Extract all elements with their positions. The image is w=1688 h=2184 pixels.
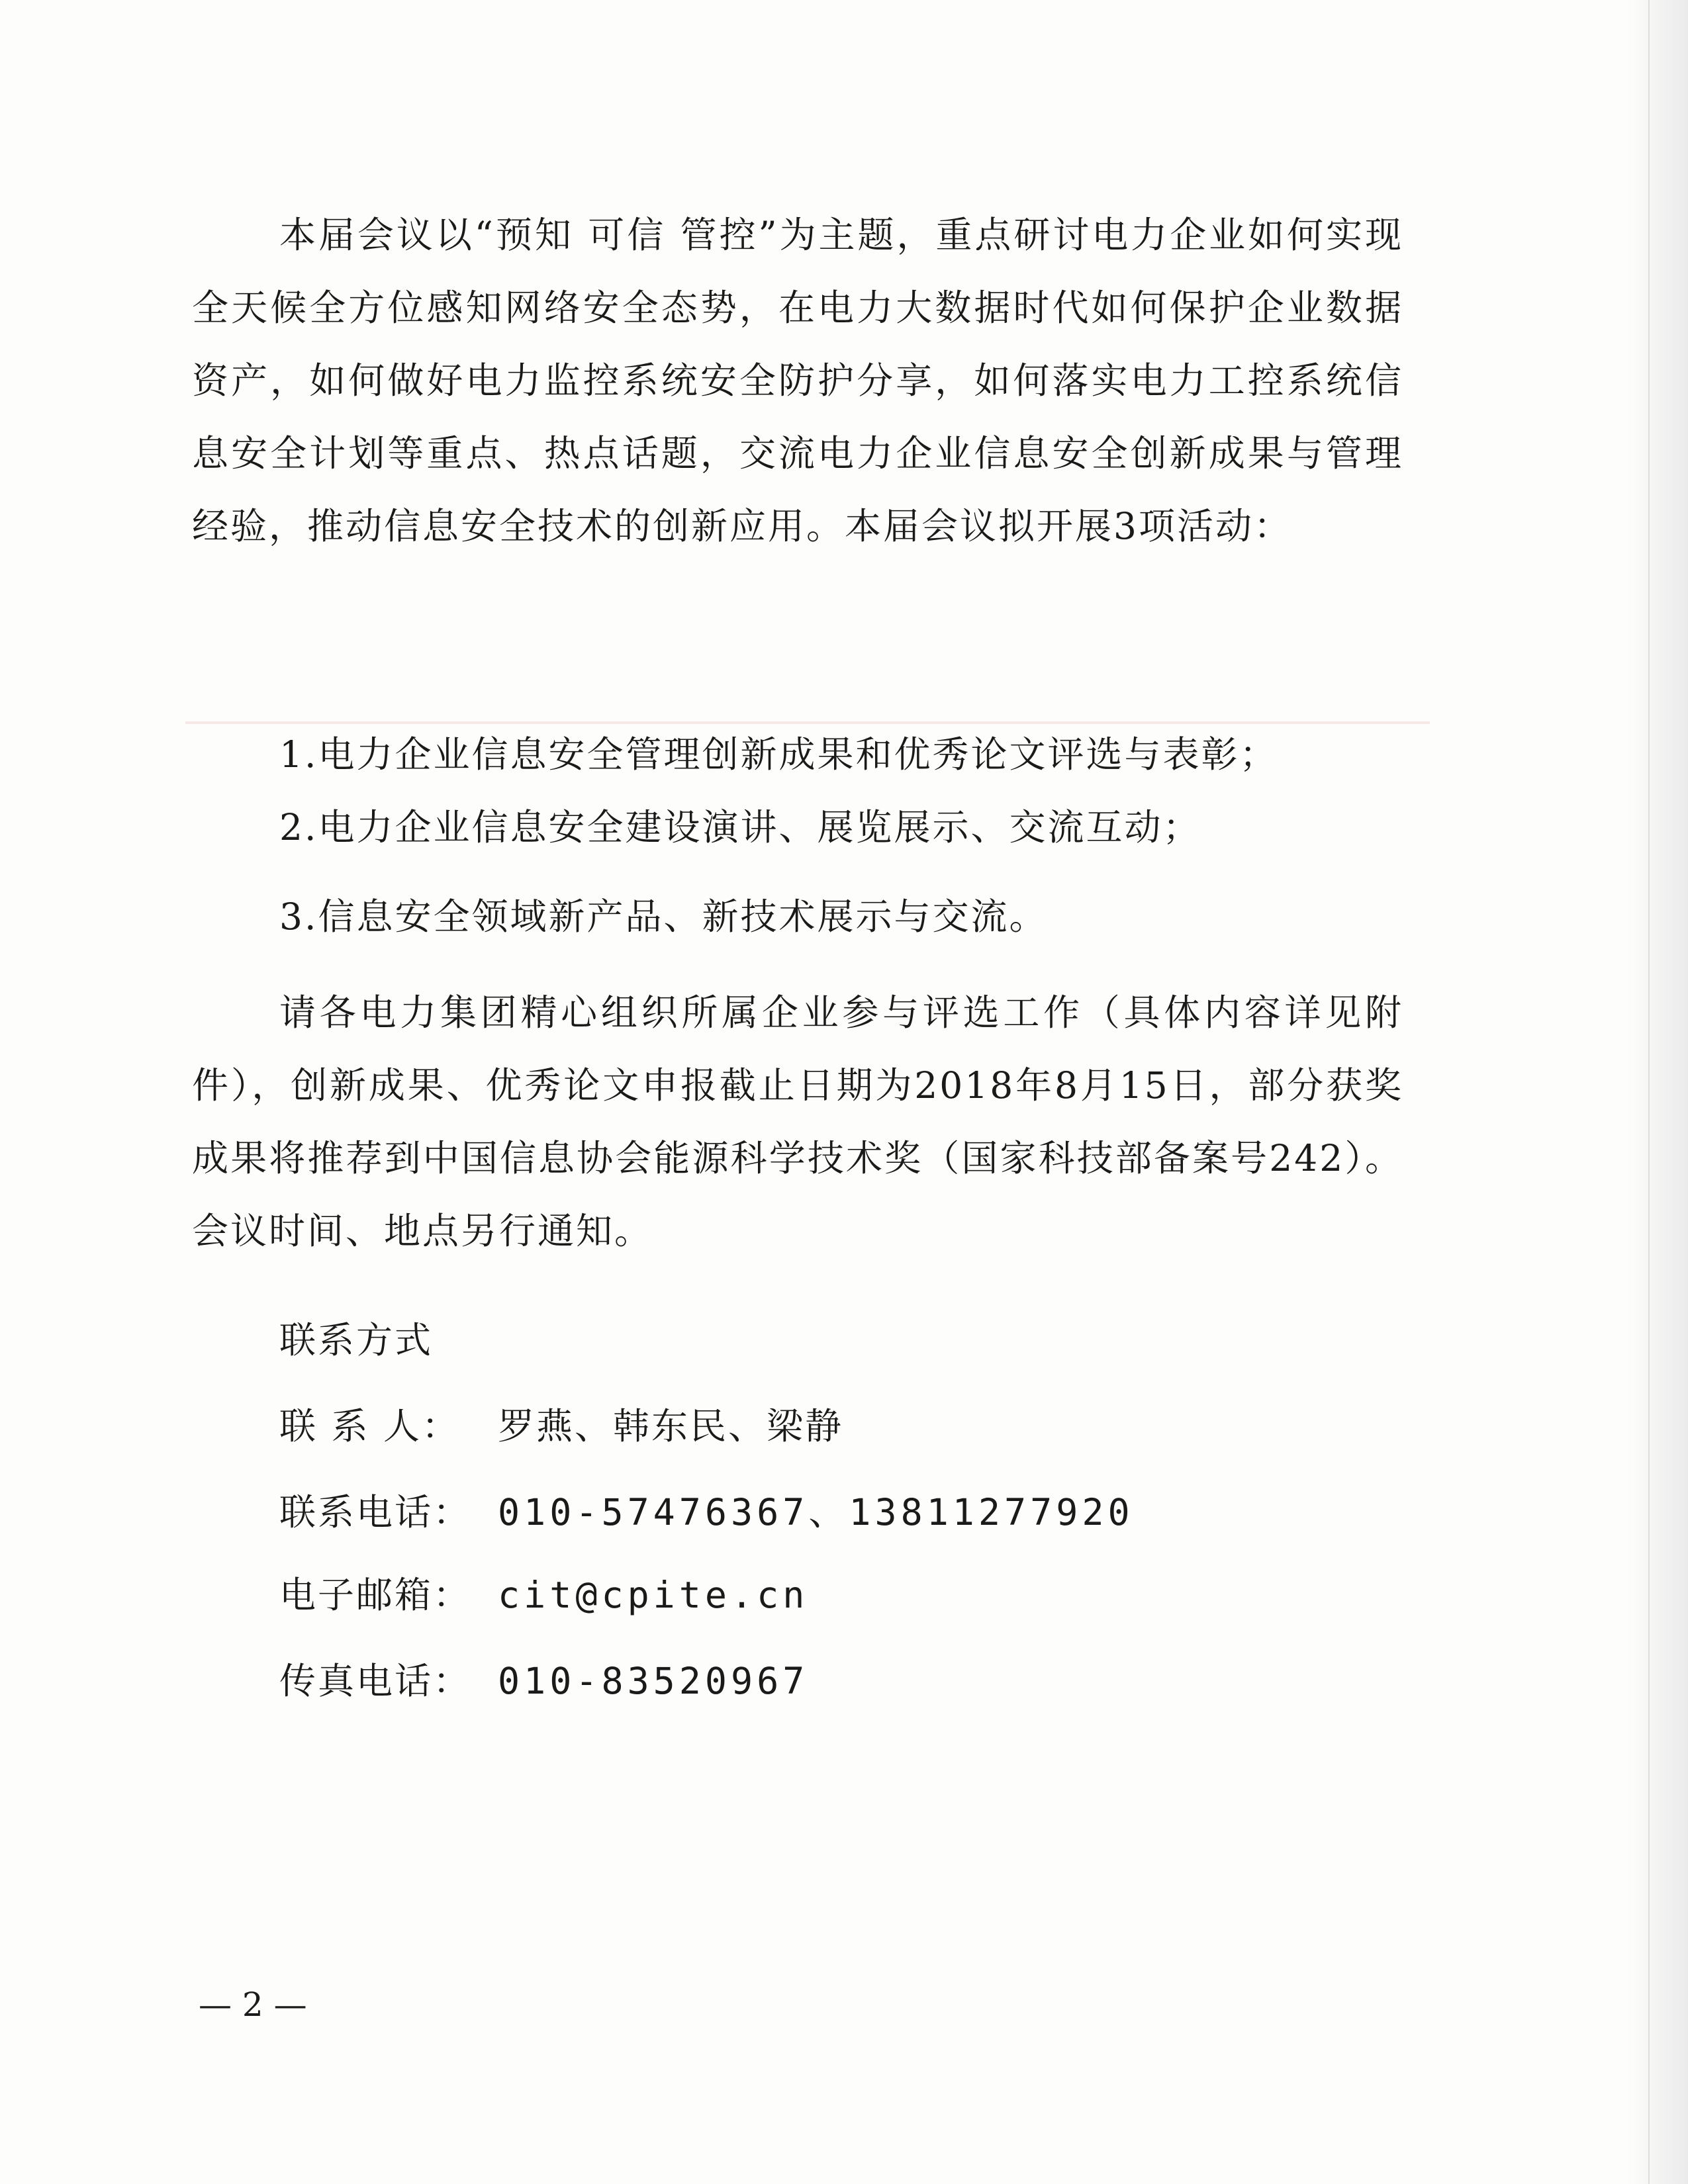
activity-item-2: 2.电力企业信息安全建设演讲、展览展示、交流互动； <box>279 806 1201 848</box>
paragraph-theme: 本届会议以“预知 可信 管控”为主题，重点研讨电力企业如何实现全天候全方位感知网络安全态势，在电力大数据时代如何保护企业数据资产，如何做好电力监控系统安全防护分享，如何落实电力工控系统信息安全计划等重点、热点话题，交流电力企业信息安全创新成果与管理经验，推动信息安全技术的创新应用。本届会议拟开展3项活动： <box>192 214 1403 547</box>
contact-person-label: 联 系 人： <box>279 1405 460 1447</box>
contact-person-row <box>279 1390 843 1463</box>
page-number: — 2 — <box>199 1985 307 2024</box>
contact-heading: 联系方式 <box>279 1319 434 1361</box>
contact-person-value: 罗燕、韩东民、梁静 <box>498 1405 844 1447</box>
contact-email-label: 电子邮箱： <box>279 1574 472 1616</box>
contact-email-row <box>279 1559 808 1631</box>
contact-fax-label: 传真电话： <box>279 1660 472 1702</box>
paragraph-instructions: 请各电力集团精心组织所属企业参与评选工作（具体内容详见附件），创新成果、优秀论文申报截止日期为2018年8月15日，部分获奖成果将推荐到中国信息协会能源科学技术奖（国家科技部备案号242）。会议时间、地点另行通知。 <box>192 991 1403 1252</box>
scan-edge-line <box>1648 0 1650 2184</box>
contact-email-value: cit@cpite.cn <box>498 1574 809 1616</box>
activity-item-1: 1.电力企业信息安全管理创新成果和优秀论文评选与表彰； <box>279 733 1278 776</box>
scan-edge-shade <box>1628 0 1688 2184</box>
contact-fax-row <box>279 1645 808 1717</box>
contact-phone-row <box>279 1476 1134 1549</box>
contact-phone-label: 联系电话： <box>279 1491 472 1533</box>
contact-fax-value: 010-83520967 <box>498 1660 809 1702</box>
contact-phone-value: 010-57476367、13811277920 <box>498 1491 1134 1533</box>
activity-item-3: 3.信息安全领域新产品、新技术展示与交流。 <box>279 895 1048 938</box>
